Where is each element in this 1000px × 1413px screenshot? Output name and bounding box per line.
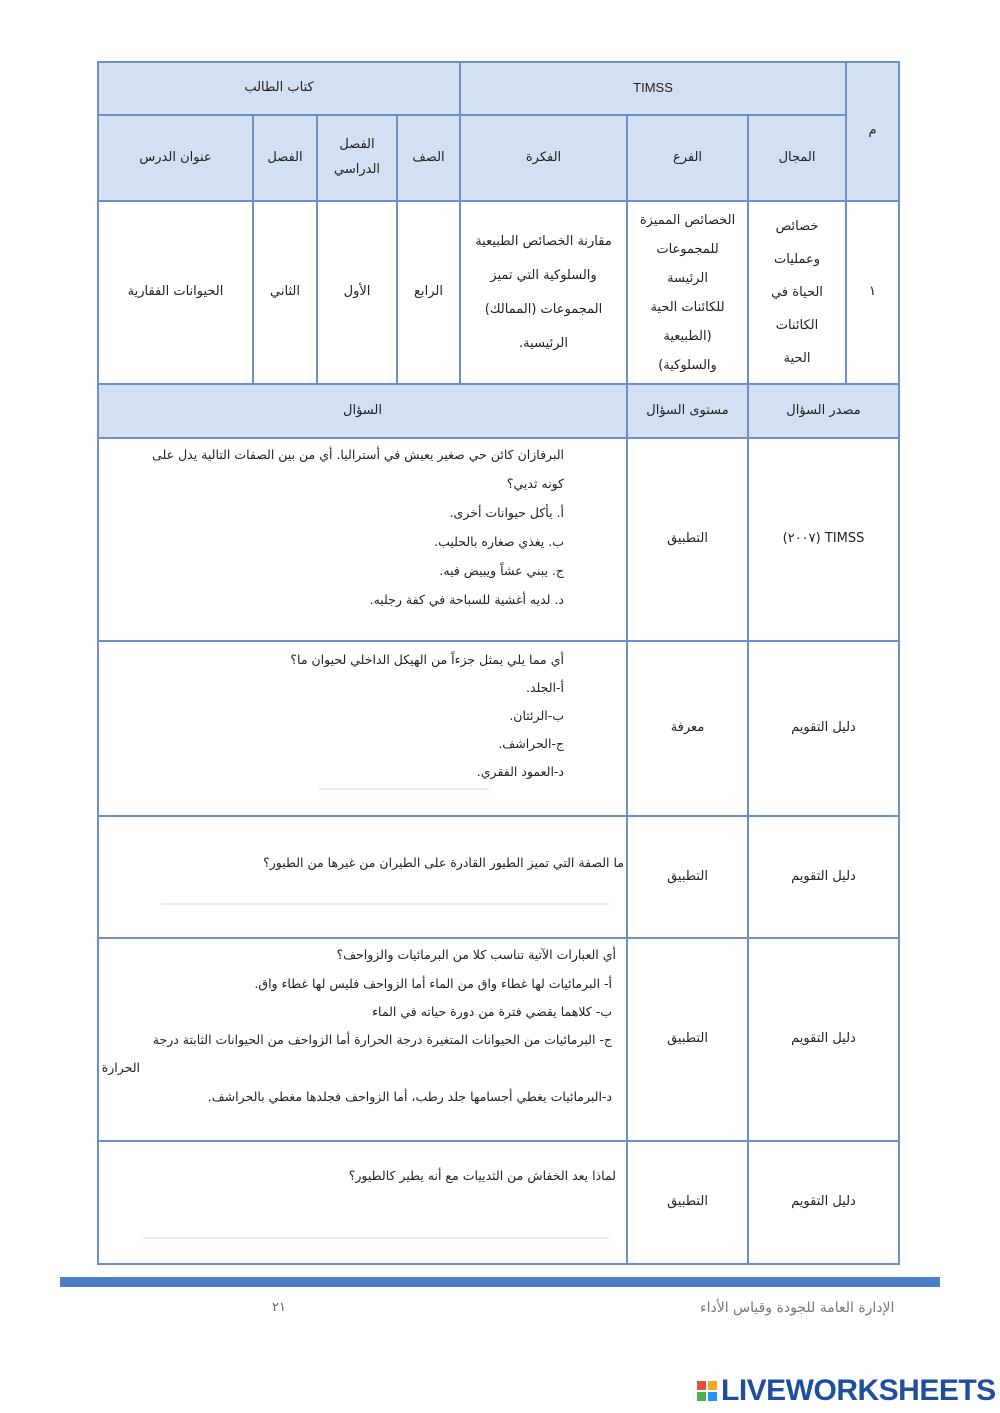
q1-line: كونه ثديي؟: [506, 476, 564, 491]
q5-line: لماذا يعد الخفاش من الثدييات مع أنه يطير كالطيور؟: [348, 1168, 616, 1183]
qheader-level: [626, 383, 749, 439]
q1-source: [747, 437, 900, 642]
q4-source: [747, 937, 900, 1142]
q1-line: ب. يغذي صغاره بالحليب.: [434, 534, 564, 549]
qheader-source-label: مصدر السؤال: [786, 402, 861, 418]
qheader-question: [97, 383, 628, 439]
row1-domain-line: الحياة في: [771, 285, 823, 300]
q4-line: الحرارة: [101, 1060, 140, 1075]
col-semester-label-1: الفصل: [339, 137, 375, 153]
q5-level: [626, 1140, 749, 1265]
row1-idea-line: مقارنة الخصائص الطبيعية: [475, 233, 612, 249]
row1-grade: [396, 200, 461, 385]
row1-domain-line: الكائنات: [775, 318, 819, 333]
col-lesson-title: [97, 114, 254, 202]
col-branch-label: الفرع: [672, 149, 703, 165]
q2-level-text: معرفة: [670, 720, 705, 736]
header-timss: [459, 61, 847, 116]
answer-line: [161, 903, 609, 905]
col-idea: [459, 114, 628, 202]
q4-line: ج- البرمائيات من الحيوانات المتغيرة درجة الحرارة أما الزواحف من الحيوانات الثابتة درجة: [152, 1032, 612, 1047]
row1-branch-line: الرئيسة: [667, 270, 708, 286]
qheader-level-label: مستوى السؤال: [646, 402, 729, 418]
row1-domain-line: وعمليات: [774, 252, 820, 267]
q4-question-cell: [97, 937, 628, 1142]
col-grade: [396, 114, 461, 202]
row1-idea: [459, 200, 628, 385]
logo-text: LIVEWORKSHEETS: [721, 1374, 996, 1407]
col-lesson-title-label: عنوان الدرس: [139, 149, 212, 165]
logo-squares-icon: [697, 1381, 717, 1401]
q1-source-text: TIMSS (٢٠٠٧): [782, 531, 865, 547]
row1-branch-line: والسلوكية): [658, 357, 717, 373]
q2-line: ج-الحراشف.: [498, 736, 564, 751]
timss-label: TIMSS: [633, 80, 673, 96]
col-domain-label: المجال: [778, 149, 816, 165]
row1-domain: [747, 200, 847, 385]
qheader-question-label: السؤال: [343, 402, 382, 418]
student-book-label: كتاب الطالب: [244, 80, 314, 96]
logo-square: [697, 1381, 706, 1390]
num-label: م: [868, 123, 877, 139]
row1-idea-line: المجموعات (الممالك): [484, 301, 603, 317]
liveworksheets-logo[interactable]: [697, 1374, 996, 1408]
q1-level: [626, 437, 749, 642]
q4-level: [626, 937, 749, 1142]
col-branch: [626, 114, 749, 202]
q2-question-cell: [97, 640, 628, 817]
q1-question-cell: [97, 437, 628, 642]
col-idea-label: الفكرة: [525, 149, 562, 165]
row1-number: [845, 200, 900, 385]
q4-line: د-البرمائيات يغطي أجسامها جلد رطب، أما الزواحف فجلدها مغطي بالحراشف.: [207, 1089, 612, 1104]
logo-square: [708, 1392, 717, 1401]
q4-level-text: التطبيق: [667, 1031, 708, 1047]
q1-line: د. لديه أغشية للسباحة في كفة رجليه.: [369, 592, 564, 607]
header-student-book: [97, 61, 461, 116]
row1-idea-line: والسلوكية التي تميز: [490, 267, 597, 283]
row1-lesson-title: [97, 200, 254, 385]
answer-line: [319, 788, 489, 790]
q5-source-text: دليل التقويم: [791, 1194, 856, 1210]
q3-source-text: دليل التقويم: [791, 868, 856, 884]
q2-line: أي مما يلي يمثل جزءاً من الهيكل الداخلي لحيوان ما؟: [290, 652, 564, 667]
col-chapter-label: الفصل: [267, 149, 303, 165]
row1-number-text: ١: [869, 284, 876, 300]
answer-line: [143, 1237, 609, 1239]
col-domain: [747, 114, 847, 202]
footer-department: الإدارة العامة للجودة وقياس الأداء: [700, 1300, 895, 1316]
col-grade-label: الصف: [412, 149, 445, 165]
row1-branch-line: للمجموعات: [656, 241, 719, 257]
logo-square: [708, 1381, 717, 1390]
q3-level: [626, 815, 749, 939]
q1-line: ج. يبني عشاً ويبيض فيه.: [439, 563, 564, 578]
q1-line: البرفازان كائن حي صغير يعيش في أستراليا. أي من بين الصفات التالية يدل على: [152, 447, 564, 462]
col-semester-label-2: الدراسي: [334, 162, 381, 177]
row1-semester: [316, 200, 398, 385]
q5-source: [747, 1140, 900, 1265]
q2-level: [626, 640, 749, 817]
row1-domain-line: خصائص: [775, 219, 819, 234]
row1-domain-line: الحية: [783, 351, 811, 366]
logo-square: [697, 1392, 706, 1401]
footer-bar: [60, 1277, 940, 1287]
row1-branch-line: للكائنات الحية: [650, 299, 725, 315]
row1-idea-line: الرئيسية.: [519, 335, 568, 351]
q2-source-text: دليل التقويم: [791, 720, 856, 736]
q3-line: ما الصفة التي تميز الطيور القادرة على الطيران من غيرها من الطيور؟: [263, 855, 624, 870]
row1-branch-line: الخصائص المميزة: [639, 212, 736, 228]
q2-line: ب-الرئتان.: [509, 708, 564, 723]
row1-branch-line: (الطبيعية: [663, 328, 712, 344]
page-number: ٢١: [272, 1300, 286, 1315]
header-num: [845, 61, 900, 202]
q4-line: أي العبارات الآتية تناسب كلا من البرمائيات والزواحف؟: [336, 947, 616, 962]
q5-question-cell: [97, 1140, 628, 1265]
row1-chapter-text: الثاني: [270, 284, 300, 300]
row1-chapter: [252, 200, 318, 385]
q5-level-text: التطبيق: [667, 1194, 708, 1210]
col-semester: [316, 114, 398, 202]
row1-lesson-title-text: الحيوانات الفقارية: [127, 284, 224, 300]
row1-grade-text: الرابع: [414, 284, 443, 300]
q3-source: [747, 815, 900, 939]
q2-source: [747, 640, 900, 817]
q3-question-cell: [97, 815, 628, 939]
q4-source-text: دليل التقويم: [791, 1031, 856, 1047]
q1-line: أ. يأكل حيوانات أخرى.: [449, 505, 564, 520]
q2-line: أ-الجلد.: [525, 680, 564, 695]
q4-line: أ- البرمائيات لها غطاء واق من الماء أما الزواحف فليس لها غطاء واق.: [254, 976, 612, 991]
qheader-source: [747, 383, 900, 439]
q1-level-text: التطبيق: [667, 531, 708, 547]
q3-level-text: التطبيق: [667, 868, 708, 884]
q2-line: د-العمود الفقري.: [476, 764, 564, 779]
row1-semester-text: الأول: [343, 284, 371, 300]
col-chapter: [252, 114, 318, 202]
q4-line: ب- كلاهما يقضي فترة من دورة حياته في الماء: [372, 1004, 612, 1019]
row1-branch: [626, 200, 749, 385]
